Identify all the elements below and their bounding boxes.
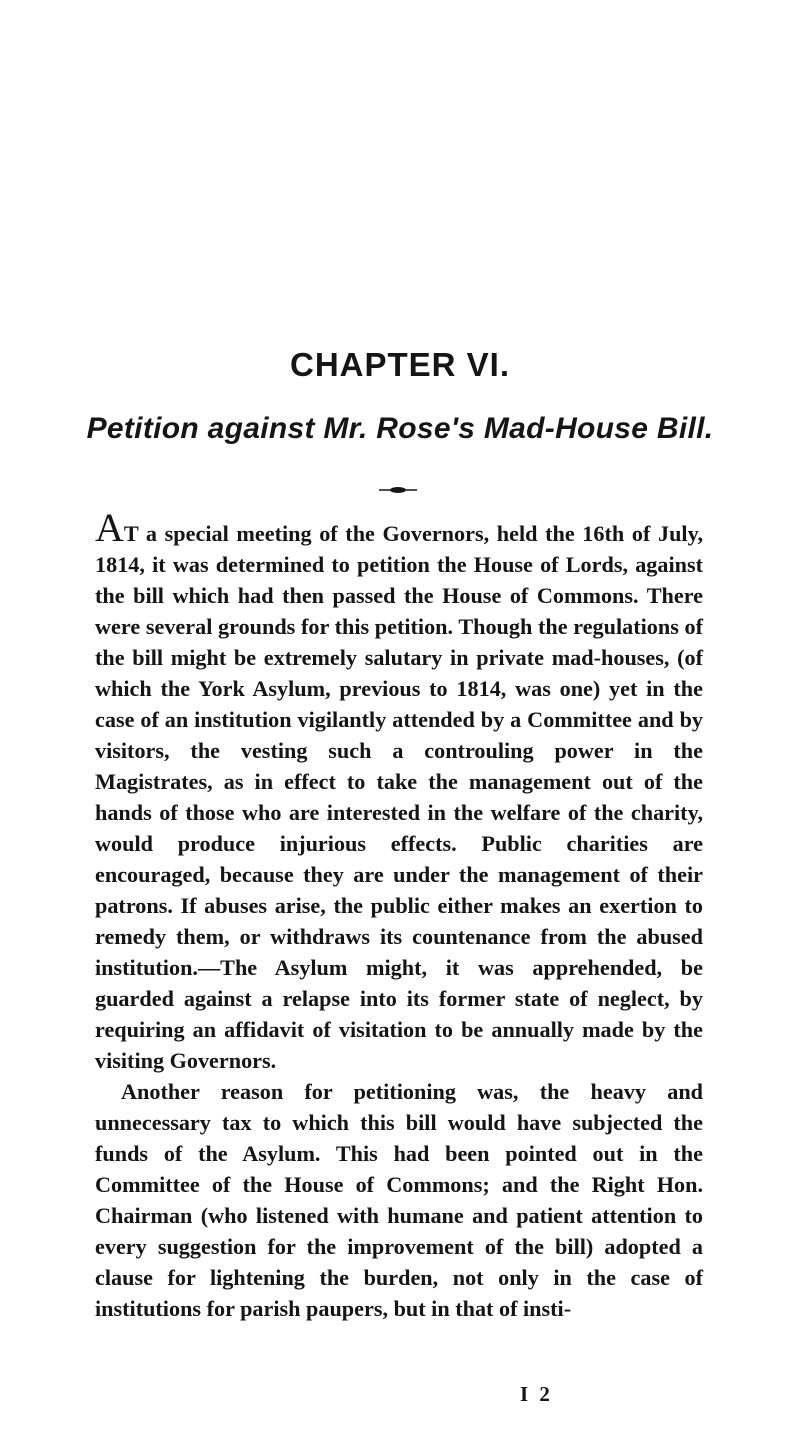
chapter-subtitle: Petition against Mr. Rose's Mad-House Bill.	[86, 412, 714, 445]
drop-cap: A	[95, 505, 124, 550]
signature-mark: I 2	[520, 1382, 553, 1406]
paragraph-1	[95, 505, 703, 1076]
body-text	[95, 505, 703, 1324]
chapter-heading: CHAPTER VI.	[289, 346, 511, 383]
paragraph-1-text: T a special meeting of the Governors, held the 16th of July, 1814, it was determined to petition the House of Lords, against the bill which had then passed the House of Commons. There were several grounds for this petition. Though the regulations of the bill might be extremely salutary in private mad-houses, (of which the York Asylum, previous to 1814, was one) yet in the case of an institution vigilantly attended by a Committee and by visitors, the vesting such a controuling power in the Magistrates, as in effect to take the management out of the hands of those who are interested in the welfare of the charity, would produce injurious effects. Public charities are encouraged, because they are under the management of their patrons. If abuses arise, the public either makes an exertion to remedy them, or withdraws its countenance from the abused institution.—The Asylum might, it was apprehended, be guarded against a relapse into its former state of neglect, by requiring an affidavit of visitation to be annually made by the visiting Governors.	[95, 521, 703, 1073]
ornament-divider-icon	[379, 486, 417, 494]
paragraph-2: Another reason for petitioning was, the heavy and unnecessary tax to which this bill would have subjected the funds of the Asylum. This had been pointed out in the Committee of the House of Commons; and the Right Hon. Chairman (who listened with humane and patient attention to every suggestion for the improvement of the bill) adopted a clause for lightening the burden, not only in the case of institutions for parish paupers, but in that of insti-	[95, 1079, 703, 1321]
